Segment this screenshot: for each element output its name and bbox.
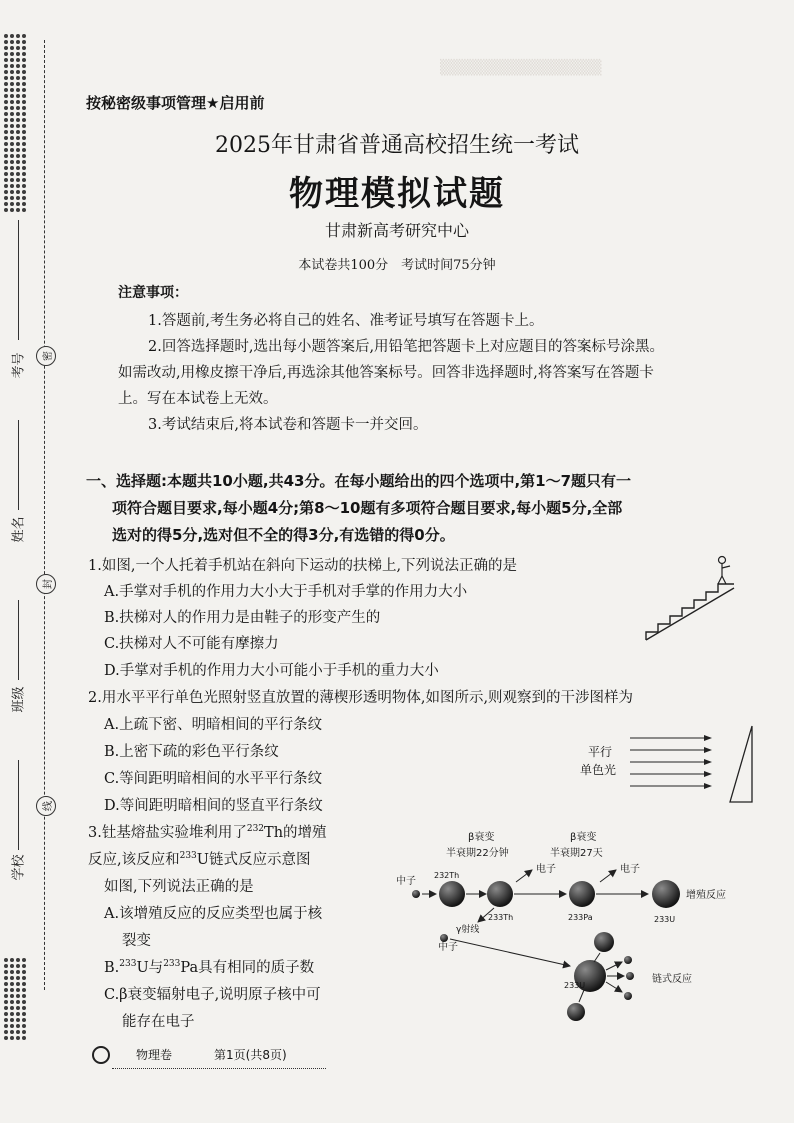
binding-hole	[4, 958, 8, 962]
binding-hole	[10, 1012, 14, 1016]
binding-hole	[16, 988, 20, 992]
binding-hole	[16, 1018, 20, 1022]
binding-hole	[22, 958, 26, 962]
binding-hole	[10, 46, 14, 50]
emitted-neutrons	[606, 956, 634, 1000]
neutron-arrow-2	[450, 939, 570, 966]
binding-hole-row	[4, 46, 30, 50]
binding-hole	[10, 1000, 14, 1004]
binding-hole	[22, 52, 26, 56]
binding-hole	[22, 970, 26, 974]
binding-hole	[22, 1006, 26, 1010]
wedge-figure	[580, 724, 760, 810]
binding-hole	[4, 58, 8, 62]
q3-option-a-line-2: 裂变	[122, 933, 151, 949]
note-2-line-2: 如需改动,用橡皮擦干净后,再选涂其他答案标号。回答非选择题时,将答案写在答题卡	[118, 365, 654, 381]
binding-hole	[10, 58, 14, 62]
binding-hole	[4, 1006, 8, 1010]
binding-hole	[16, 64, 20, 68]
binding-hole	[22, 1024, 26, 1028]
binding-hole	[10, 1030, 14, 1034]
binding-hole-row	[4, 100, 30, 104]
neutron-2	[440, 934, 448, 942]
binding-hole	[10, 82, 14, 86]
footer-circle-icon	[92, 1046, 110, 1064]
binding-hole	[16, 52, 20, 56]
fig-electron-2: 电子	[620, 864, 640, 875]
q2-stem: 2.用水平平行单色光照射竖直放置的薄楔形透明物体,如图所示,则观察到的干涉图样为	[88, 690, 634, 706]
fig-u233-label: 233U	[654, 915, 676, 924]
q3-b-prefix: B.	[104, 960, 120, 976]
binding-hole	[4, 106, 8, 110]
binding-hole	[10, 1018, 14, 1022]
binding-hole-row	[4, 994, 30, 998]
binding-hole	[4, 1012, 8, 1016]
binding-hole	[10, 52, 14, 56]
binding-hole	[22, 994, 26, 998]
binding-hole	[22, 160, 26, 164]
binding-hole	[4, 1036, 8, 1040]
q3-line2-text-a: 反应,该反应和	[88, 852, 180, 868]
nuclear-reaction-figure	[394, 826, 734, 1026]
fig-th233-label: 233Th	[488, 913, 514, 922]
fig-neutron-1: 中子	[396, 876, 416, 887]
fig-neutron-2: 中子	[438, 942, 458, 953]
binding-hole	[22, 982, 26, 986]
binding-hole	[10, 964, 14, 968]
binding-hole	[10, 64, 14, 68]
binding-hole-row	[4, 1024, 30, 1028]
binding-hole	[16, 1036, 20, 1040]
binding-hole	[10, 34, 14, 38]
binding-hole	[16, 982, 20, 986]
binding-hole-row	[4, 64, 30, 68]
binding-hole	[16, 106, 20, 110]
binding-hole	[10, 982, 14, 986]
binding-hole	[4, 70, 8, 74]
binding-hole	[16, 112, 20, 116]
light-rays	[630, 738, 708, 786]
q1-option-a: A.手掌对手机的作用力大小大于手机对手掌的作用力大小	[104, 584, 468, 600]
fig-th232-label: 232Th	[434, 871, 460, 880]
binding-hole	[10, 988, 14, 992]
binding-hole	[22, 118, 26, 122]
binding-hole	[16, 34, 20, 38]
q1-option-b: B.扶梯对人的作用力是由鞋子的形变产生的	[104, 610, 381, 626]
binding-hole	[10, 958, 14, 962]
footer-subject: 物理卷	[136, 1048, 173, 1062]
binding-hole-row	[4, 1018, 30, 1022]
binding-hole	[4, 160, 8, 164]
binding-hole-row	[4, 1012, 30, 1016]
binding-hole	[22, 1018, 26, 1022]
binding-hole	[22, 76, 26, 80]
binding-hole	[16, 82, 20, 86]
fig-breeding-label: 增殖反应	[686, 890, 726, 901]
binding-hole	[4, 46, 8, 50]
binding-hole-row	[4, 1000, 30, 1004]
class-line	[18, 600, 19, 680]
q3-b-sup1: 233	[119, 959, 137, 970]
q3-stem-line-1	[88, 821, 327, 842]
binding-hole	[22, 64, 26, 68]
binding-hole	[16, 1012, 20, 1016]
school-label: 学校	[11, 854, 27, 881]
neutron-1	[412, 890, 420, 898]
binding-hole	[4, 76, 8, 80]
note-2-line-1: 2.回答选择题时,选出每小题答案后,用铅笔把答题卡上对应题目的答案标号涂黑。	[148, 339, 665, 355]
binding-hole	[4, 34, 8, 38]
fig-chain-label: 链式反应	[652, 974, 692, 985]
u233-nucleus	[652, 880, 680, 908]
binding-hole	[16, 994, 20, 998]
q3-option-c-line-2: 能存在电子	[122, 1014, 195, 1030]
binding-hole	[10, 970, 14, 974]
section-1-line-1: 一、选择题:本题共10小题,共43分。在每小题给出的四个选项中,第1～7题只有一	[86, 472, 632, 490]
fig-pa233-label: 233Pa	[568, 913, 593, 922]
binding-hole	[4, 994, 8, 998]
binding-hole	[4, 1018, 8, 1022]
binding-hole	[4, 52, 8, 56]
footer-underline	[112, 1064, 326, 1069]
fragment-bottom-arrow	[579, 990, 584, 1002]
binding-hole	[22, 40, 26, 44]
binding-hole	[16, 100, 20, 104]
main-title: 物理模拟试题	[289, 174, 505, 214]
th233-nucleus	[487, 881, 513, 907]
binding-hole-row	[4, 958, 30, 962]
binding-hole-row	[4, 118, 30, 122]
binding-hole-row	[4, 76, 30, 80]
binding-hole	[16, 1006, 20, 1010]
pa233-nucleus	[569, 881, 595, 907]
q2-option-c: C.等间距明暗相间的水平平行条纹	[104, 771, 323, 787]
fragment-top-arrow	[594, 953, 600, 962]
binding-hole	[10, 94, 14, 98]
binding-hole	[22, 94, 26, 98]
binding-hole	[16, 58, 20, 62]
binding-hole	[22, 1012, 26, 1016]
binding-hole	[4, 1024, 8, 1028]
q3-stem-text-a: 3.钍基熔盐实验堆利用了	[88, 825, 247, 841]
q3-option-c-line-1: C.β衰变辐射电子,说明原子核中可	[104, 987, 321, 1003]
binding-hole	[16, 976, 20, 980]
q2-figure-label-light: 单色光	[580, 763, 617, 777]
section-1-line-3: 选对的得5分,选对但不全的得3分,有选错的得0分。	[112, 526, 455, 544]
binding-hole-row	[4, 1030, 30, 1034]
q2-option-d: D.等间距明暗相间的竖直平行条纹	[104, 798, 323, 814]
binding-hole	[16, 76, 20, 80]
binding-hole-row	[4, 976, 30, 980]
fig-electron-1: 电子	[536, 864, 556, 875]
binding-hole	[4, 88, 8, 92]
binding-hole	[4, 982, 8, 986]
binding-hole	[22, 34, 26, 38]
binding-hole	[4, 970, 8, 974]
binding-hole	[10, 100, 14, 104]
binding-hole	[4, 1030, 8, 1034]
binding-hole	[4, 964, 8, 968]
q2-option-b: B.上密下疏的彩色平行条纹	[104, 744, 279, 760]
binding-hole	[22, 112, 26, 116]
binding-hole	[22, 88, 26, 92]
seal-mark-feng: 封	[36, 574, 56, 594]
person-head	[719, 557, 726, 564]
ray-arrowheads	[704, 735, 712, 789]
bleed-through-texture: ▒▒▒▒▒▒▒▒▒▒▒▒▒▒▒	[440, 60, 602, 76]
fig-gamma-label: γ射线	[456, 925, 480, 935]
binding-hole	[16, 46, 20, 50]
binding-hole	[10, 106, 14, 110]
person-arm	[722, 566, 730, 568]
q2-option-a: A.上疏下密、明暗相间的平行条纹	[104, 717, 323, 733]
binding-hole	[4, 100, 8, 104]
fig-beta-decay-2: β衰变	[570, 832, 597, 843]
th232-nucleus	[439, 881, 465, 907]
binding-hole	[10, 976, 14, 980]
q1-option-c: C.扶梯对人不可能有摩擦力	[104, 636, 279, 652]
section-1-line-2: 项符合题目要求,每小题4分;第8～10题有多项符合题目要求,每小题5分,全部	[112, 499, 623, 517]
q2-figure-label-parallel: 平行	[588, 745, 613, 759]
binding-hole-row	[4, 106, 30, 110]
binding-hole	[16, 40, 20, 44]
q3-stem-text-b: Th的增殖	[264, 825, 327, 841]
binding-hole	[22, 58, 26, 62]
binding-hole	[10, 76, 14, 80]
q1-option-d: D.手掌对手机的作用力大小可能小于手机的重力大小	[104, 663, 439, 679]
binding-hole-row	[4, 982, 30, 986]
binding-hole	[16, 70, 20, 74]
binding-hole	[16, 118, 20, 122]
fig-u233-chain-label: 233U	[564, 981, 586, 990]
binding-hole	[22, 106, 26, 110]
binding-hole	[22, 988, 26, 992]
binding-hole	[10, 70, 14, 74]
binding-holes-bottom	[4, 958, 30, 1042]
q3-stem-sup: 232	[246, 824, 265, 835]
exam-no-label: 考号	[11, 352, 27, 379]
exam-info: 本试卷共100分 考试时间75分钟	[298, 258, 496, 273]
binding-hole	[4, 82, 8, 86]
class-label: 班级	[11, 686, 27, 713]
seal-mark-xian: 线	[36, 796, 56, 816]
binding-hole-row	[4, 40, 30, 44]
binding-hole-row	[4, 988, 30, 992]
binding-hole	[16, 94, 20, 98]
note-2-line-3: 上。写在本试卷上无效。	[118, 391, 278, 407]
seal-mark-mi: 密	[36, 346, 56, 366]
binding-hole	[22, 70, 26, 74]
q1-stem: 1.如图,一个人托着手机站在斜向下运动的扶梯上,下列说法正确的是	[88, 558, 518, 574]
binding-hole	[4, 118, 8, 122]
binding-hole	[10, 1006, 14, 1010]
fig-half-life-1: 半衰期22分钟	[446, 848, 509, 859]
binding-hole	[22, 1036, 26, 1040]
binding-hole-row	[4, 70, 30, 74]
fig-half-life-2: 半衰期27天	[550, 848, 603, 859]
binding-hole	[4, 976, 8, 980]
escalator-base	[646, 588, 734, 640]
footer-page-number: 第1页(共8页)	[214, 1048, 287, 1062]
thin-wedge	[730, 726, 752, 802]
q3-b-end: Pa具有相同的质子数	[180, 960, 315, 976]
binding-hole	[4, 64, 8, 68]
q3-b-mid: U与	[136, 960, 164, 976]
binding-hole	[22, 976, 26, 980]
binding-hole-row	[4, 34, 30, 38]
escalator-figure	[640, 552, 740, 644]
name-line	[18, 420, 19, 510]
q3-stem-line-2	[88, 848, 311, 869]
electron-arrow-2	[600, 870, 616, 882]
name-label: 姓名	[11, 516, 27, 543]
binding-hole	[10, 88, 14, 92]
binding-hole	[10, 1024, 14, 1028]
q3-option-b	[104, 956, 314, 977]
binding-hole	[10, 118, 14, 122]
binding-hole	[22, 1030, 26, 1034]
binding-hole	[16, 964, 20, 968]
binding-hole	[16, 970, 20, 974]
binding-hole	[16, 1024, 20, 1028]
fragment-top	[594, 932, 614, 952]
confidentiality-notice: 按秘密级事项管理★启用前	[86, 94, 265, 112]
note-3: 3.考试结束后,将本试卷和答题卡一并交回。	[148, 417, 428, 433]
q3-b-sup2: 233	[163, 959, 181, 970]
exam-title: 2025年甘肃省普通高校招生统一考试	[215, 133, 579, 158]
binding-hole	[16, 1030, 20, 1034]
fig-beta-decay-1: β衰变	[468, 832, 495, 843]
q3-line2-sup: 233	[179, 851, 197, 862]
binding-hole	[4, 1000, 8, 1004]
binding-hole	[4, 112, 8, 116]
binding-hole	[10, 160, 14, 164]
binding-hole	[16, 958, 20, 962]
binding-hole-row	[4, 88, 30, 92]
binding-hole	[16, 88, 20, 92]
issuer: 甘肃新高考研究中心	[324, 221, 469, 240]
binding-hole	[22, 964, 26, 968]
binding-hole-row	[4, 1036, 30, 1040]
binding-hole	[10, 1036, 14, 1040]
school-line	[18, 760, 19, 850]
binding-hole	[10, 994, 14, 998]
binding-hole	[22, 1000, 26, 1004]
person-leg-left	[718, 576, 722, 584]
fragment-bottom	[567, 1003, 585, 1021]
binding-hole	[22, 100, 26, 104]
binding-hole	[22, 46, 26, 50]
electron-arrow-1	[516, 870, 532, 882]
binding-hole	[10, 40, 14, 44]
binding-hole	[16, 160, 20, 164]
binding-hole	[16, 1000, 20, 1004]
person-leg-right	[722, 576, 726, 584]
binding-hole-row	[4, 94, 30, 98]
binding-hole-row	[4, 1006, 30, 1010]
binding-hole-row	[4, 112, 30, 116]
binding-hole-row	[4, 964, 30, 968]
q3-line2-text-b: U链式反应示意图	[196, 852, 311, 868]
binding-hole-row	[4, 82, 30, 86]
binding-hole	[10, 112, 14, 116]
binding-hole-row	[4, 52, 30, 56]
binding-hole	[22, 82, 26, 86]
binding-hole-row	[4, 970, 30, 974]
binding-hole-row	[4, 160, 30, 164]
q3-option-a-line-1: A.该增殖反应的反应类型也属于核	[104, 906, 323, 922]
binding-hole	[4, 988, 8, 992]
note-1: 1.答题前,考生务必将自己的姓名、准考证号填写在答题卡上。	[148, 313, 544, 329]
notes-heading: 注意事项：	[118, 285, 188, 301]
binding-hole	[4, 40, 8, 44]
binding-hole	[4, 94, 8, 98]
q3-stem-line-3: 如图,下列说法正确的是	[104, 879, 254, 895]
binding-hole-row	[4, 58, 30, 62]
